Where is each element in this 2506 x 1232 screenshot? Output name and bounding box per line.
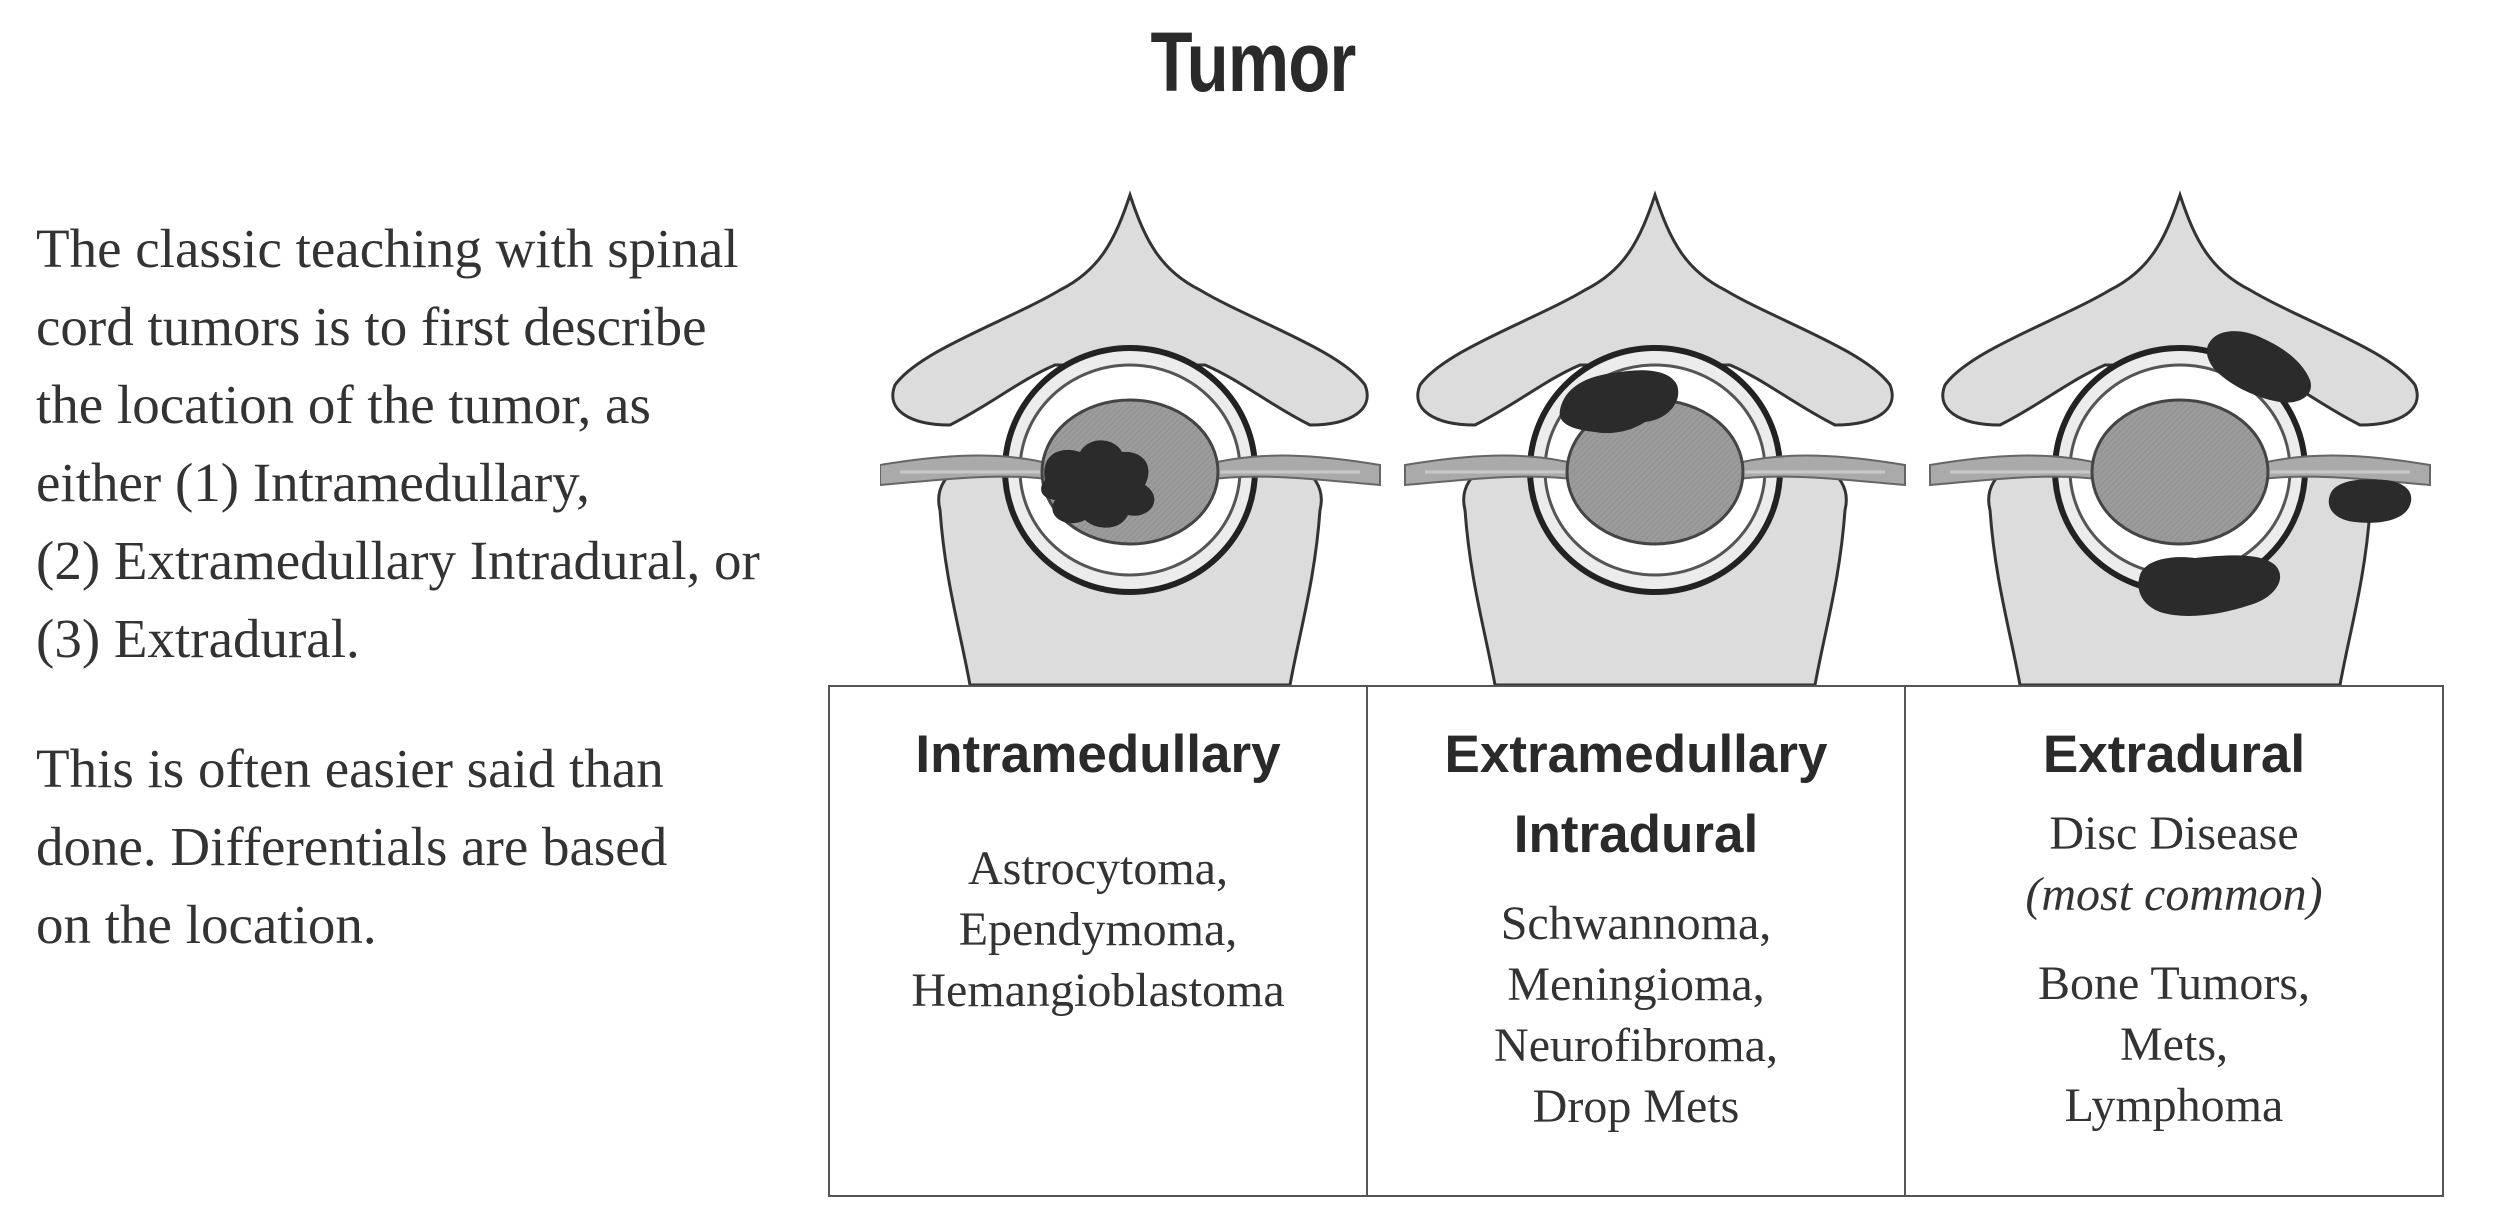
differential-item: Astrocytoma, <box>968 842 1228 895</box>
column-heading-line: Extramedullary <box>1444 725 1828 784</box>
column-heading <box>830 715 1366 795</box>
intro-paragraph-2 <box>36 730 876 964</box>
column-intramedullary <box>830 687 1368 1195</box>
differential-item: Schwannoma, <box>1500 897 1772 950</box>
intro-line: the location of the tumor, as <box>36 374 651 435</box>
column-note <box>1906 803 2442 925</box>
page-title: Tumor <box>1150 15 1356 109</box>
column-heading-line: Intradural <box>1513 805 1759 864</box>
differential-item: Mets, <box>2120 1018 2228 1071</box>
differential-item: Neurofibroma, <box>1494 1019 1778 1072</box>
column-extramedullary-intradural <box>1368 687 1906 1195</box>
vertebra-intramedullary <box>880 195 1380 685</box>
intro-text <box>36 210 876 964</box>
column-heading-line: Extradural <box>2042 725 2306 784</box>
column-differentials <box>1368 893 1904 1137</box>
spine-illustrations <box>880 180 2440 690</box>
intro-line: on the location. <box>36 894 377 955</box>
column-extradural <box>1906 687 2442 1195</box>
intro-line: either (1) Intramedullary, <box>36 452 590 513</box>
differential-item: Drop Mets <box>1532 1080 1740 1133</box>
intro-line: (3) Extradural. <box>36 608 360 669</box>
intro-paragraph-1 <box>36 210 876 678</box>
intro-line: done. Differentials are based <box>36 816 668 877</box>
extradural-tumor-lateral <box>2329 479 2412 522</box>
differential-item: Ependymoma, <box>958 903 1238 956</box>
location-table <box>828 685 2444 1197</box>
differential-item: Meningioma, <box>1507 958 1765 1011</box>
column-differentials <box>1906 953 2442 1136</box>
column-differentials <box>830 838 1366 1021</box>
differential-item: Hemangioblastoma <box>911 964 1285 1017</box>
intro-line: The classic teaching with spinal <box>36 218 739 279</box>
differential-item: Bone Tumors, <box>2037 957 2311 1010</box>
intro-line: (2) Extramedullary Intradural, or <box>36 530 760 591</box>
column-heading-line: Intramedullary <box>915 725 1281 784</box>
differential-item: Lymphoma <box>2064 1079 2284 1132</box>
vertebra-extradural <box>1930 195 2430 685</box>
column-heading <box>1906 715 2442 795</box>
note-line: (most common) <box>2025 868 2323 921</box>
column-heading <box>1368 715 1904 875</box>
note-line: Disc Disease <box>2049 807 2299 860</box>
intro-line: This is often easier said than <box>36 738 664 799</box>
intro-line: cord tumors is to first describe <box>36 296 707 357</box>
vertebra-extramedullary-intradural <box>1405 195 1905 685</box>
